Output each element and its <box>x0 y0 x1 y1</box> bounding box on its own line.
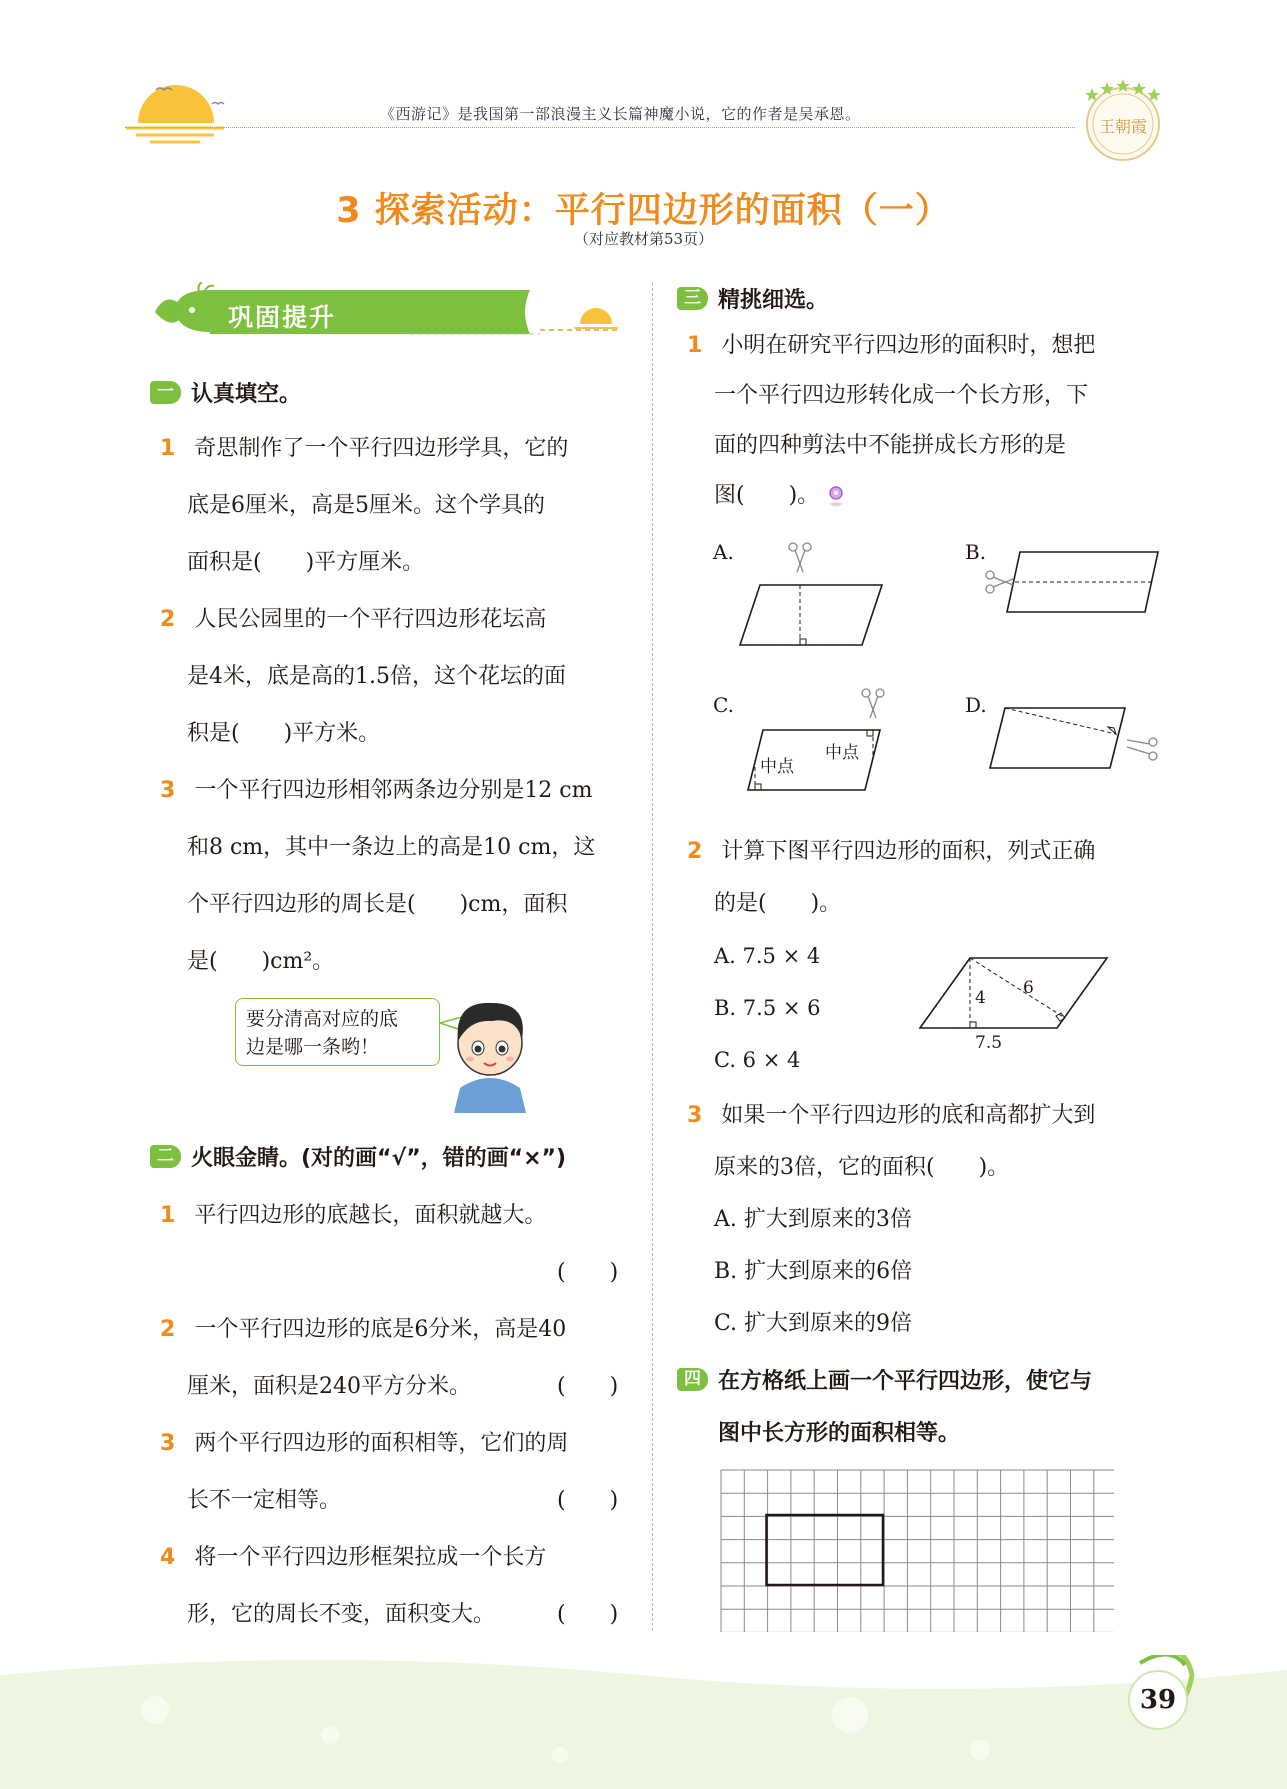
answer-blank-line[interactable]: 的是( )。 <box>714 891 842 916</box>
question-number: 3 <box>160 1431 176 1456</box>
section-tag: 二 <box>150 1145 181 1168</box>
s1-question-3 <box>160 762 595 990</box>
s2-question-3 <box>160 1426 568 1457</box>
boy-mascot-icon <box>440 993 550 1113</box>
section-3-heading <box>677 283 828 314</box>
page-title: 3 探索活动：平行四边形的面积（一） <box>336 191 951 231</box>
s3-question-1 <box>687 321 1095 521</box>
section-tag: 一 <box>150 381 181 404</box>
banner-whale-icon <box>150 282 620 342</box>
question-line: 一个平行四边形转化成一个长方形，下 <box>714 383 1089 408</box>
question-line: 底是6厘米，高是5厘米。这个学具的 <box>187 493 545 518</box>
option-d-label[interactable]: D. <box>965 693 987 717</box>
question-line: 人民公园里的一个平行四边形花坛高 <box>194 607 547 632</box>
s2-question-1 <box>160 1198 546 1229</box>
diagram-a <box>730 540 890 655</box>
section-2-heading <box>150 1141 566 1172</box>
section-4-heading-line-2: 图中长方形的面积相等。 <box>718 1421 961 1446</box>
question-number: 4 <box>160 1545 176 1570</box>
s1-question-2 <box>160 591 566 762</box>
option-b-label[interactable]: B. <box>965 540 987 564</box>
question-number: 1 <box>687 333 703 358</box>
s2-question-4 <box>160 1540 546 1571</box>
question-line: 平行四边形的底越长，面积就越大。 <box>194 1203 547 1228</box>
choice-b[interactable]: B. 扩大到原来的6倍 <box>714 1259 913 1284</box>
sun-icon <box>120 78 230 153</box>
question-line: 小明在研究平行四边形的面积时，想把 <box>721 333 1096 358</box>
scissors-icon <box>986 571 1013 593</box>
base-label: 7.5 <box>975 1033 1003 1053</box>
hint-line: 边是哪一条哟！ <box>246 1036 380 1058</box>
question-line: 一个平行四边形相邻两条边分别是12 cm <box>194 778 593 803</box>
answer-blank-line[interactable]: 积是( )平方米。 <box>187 721 381 746</box>
s1-question-1 <box>160 420 568 591</box>
diagram-b <box>985 545 1160 615</box>
question-line: 两个平行四边形的面积相等，它们的周 <box>194 1431 569 1456</box>
page-subtitle: （对应教材第53页） <box>573 230 714 248</box>
question-number: 2 <box>160 1317 176 1342</box>
question-number: 3 <box>160 778 176 803</box>
question-line: 厘米，面积是240平方分米。 <box>187 1374 471 1399</box>
question-line: 形，它的周长不变，面积变大。 <box>187 1602 496 1627</box>
question-number: 1 <box>160 1203 176 1228</box>
question-line: 计算下图平行四边形的面积，列式正确 <box>721 839 1096 864</box>
header-divider <box>125 127 1075 128</box>
scissors-icon <box>1127 738 1157 760</box>
diagram-c <box>735 688 890 798</box>
diagram-d <box>985 700 1160 775</box>
question-line: 奇思制作了一个平行四边形学具，它的 <box>194 436 569 461</box>
section-title: 火眼金睛。(对的画“√”，错的画“×”) <box>191 1146 567 1171</box>
choice-c[interactable]: C. 扩大到原来的9倍 <box>714 1311 913 1336</box>
judgement-blank[interactable]: ( ) <box>557 1260 619 1285</box>
footer-decoration <box>0 1655 1287 1789</box>
answer-blank-line[interactable]: 面积是( )平方厘米。 <box>187 550 425 575</box>
grid-paper[interactable] <box>720 1469 1114 1632</box>
section-title: 认真填空。 <box>191 382 302 407</box>
page-number: 39 <box>1128 1670 1188 1730</box>
hint-pin-icon <box>826 485 846 507</box>
choice-c[interactable]: C. 6 × 4 <box>714 1048 801 1072</box>
question-line: 长不一定相等。 <box>187 1488 342 1513</box>
judgement-blank[interactable]: ( ) <box>557 1488 619 1513</box>
section-title: 精挑细选。 <box>718 288 829 313</box>
publisher-logo <box>1078 76 1168 166</box>
question-number: 2 <box>160 607 176 632</box>
answer-blank-line[interactable]: 图( )。 <box>714 483 820 508</box>
parallelogram-diagram <box>915 950 1115 1055</box>
question-number: 3 <box>687 1103 703 1128</box>
judgement-blank[interactable]: ( ) <box>557 1602 619 1627</box>
question-line: 将一个平行四边形框架拉成一个长方 <box>194 1545 547 1570</box>
question-number: 1 <box>160 436 176 461</box>
grid-rectangle <box>767 1515 884 1585</box>
scissors-icon <box>789 543 811 572</box>
choice-a[interactable]: A. 扩大到原来的3倍 <box>714 1207 912 1232</box>
section-tag: 三 <box>677 287 708 310</box>
logo-text: 王朝霞 <box>1098 117 1148 136</box>
question-number: 2 <box>687 839 703 864</box>
height-label: 6 <box>1023 978 1034 998</box>
s3-question-3 <box>687 1090 1095 1350</box>
question-line: 面的四种剪法中不能拼成长方形的是 <box>714 433 1067 458</box>
hint-line: 要分清高对应的底 <box>246 1008 399 1030</box>
header-quote: 《西游记》是我国第一部浪漫主义长篇神魔小说，它的作者是吴承恩。 <box>380 105 861 123</box>
question-line: 如果一个平行四边形的底和高都扩大到 <box>721 1103 1096 1128</box>
option-a-label[interactable]: A. <box>713 540 734 564</box>
judgement-blank[interactable]: ( ) <box>557 1374 619 1399</box>
question-line: 一个平行四边形的底是6分米，高是40 <box>194 1317 567 1342</box>
question-line: 和8 cm，其中一条边上的高是10 cm，这 <box>187 835 596 860</box>
column-divider <box>652 283 653 1631</box>
midpoint-label: 中点 <box>825 743 859 763</box>
section-tag: 四 <box>677 1368 708 1391</box>
section-4-heading <box>677 1364 1092 1395</box>
scissors-icon <box>862 689 884 718</box>
answer-blank-line[interactable]: 个平行四边形的周长是( )cm，面积 <box>187 892 568 917</box>
height-label: 4 <box>975 988 986 1008</box>
s2-question-2 <box>160 1312 566 1343</box>
midpoint-label: 中点 <box>760 757 794 777</box>
choice-a[interactable]: A. 7.5 × 4 <box>714 944 821 968</box>
section-title: 在方格纸上画一个平行四边形，使它与 <box>718 1369 1093 1394</box>
section-1-heading <box>150 377 301 408</box>
question-line: 是4米，底是高的1.5倍，这个花坛的面 <box>187 664 566 689</box>
answer-blank-line[interactable]: 原来的3倍，它的面积( )。 <box>714 1155 1010 1180</box>
choice-b[interactable]: B. 7.5 × 6 <box>714 996 821 1020</box>
hint-bubble <box>235 998 440 1066</box>
banner-label: 巩固提升 <box>228 303 337 332</box>
answer-blank-line[interactable]: 是( )cm²。 <box>187 949 335 974</box>
option-c-label[interactable]: C. <box>713 693 734 717</box>
